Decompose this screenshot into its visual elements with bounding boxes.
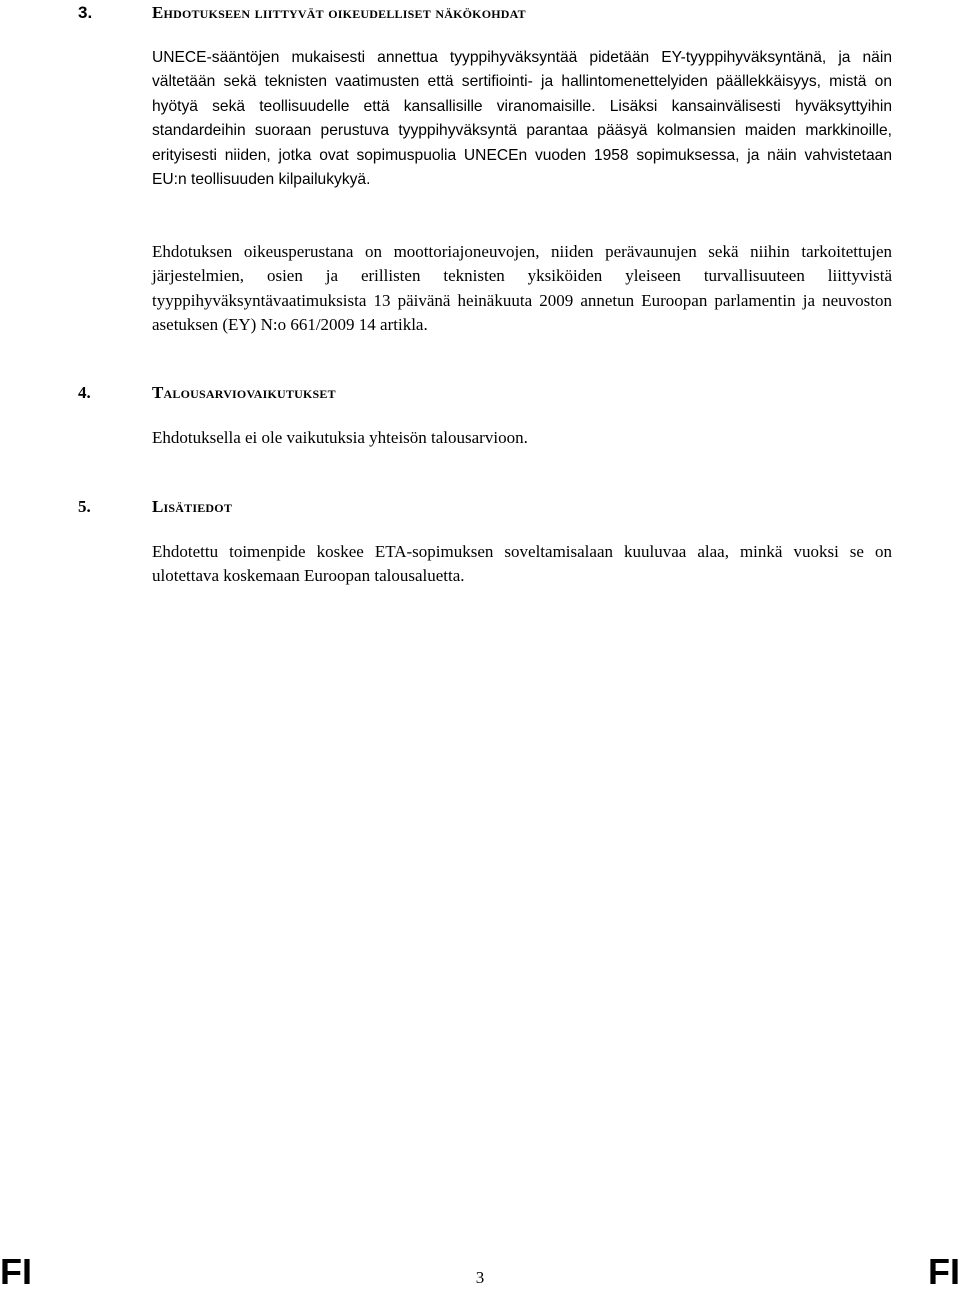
section-4-number: 4. — [78, 383, 91, 402]
footer-language-left: FI — [0, 1251, 32, 1292]
section-3-paragraph-1 — [152, 46, 892, 192]
footer-page-number: 3 — [475, 1268, 485, 1287]
section-5-paragraph-1: Ehdotettu toimenpide koskee ETA-sopimuksen soveltamisalaan kuuluvaa alaa, minkä vuoksi se on ulotettava koskemaan Euroopan talousaluetta. — [152, 542, 892, 586]
section-3-title: Ehdotukseen liittyvät oikeudelliset näkökohdat — [152, 3, 526, 22]
section-5-number: 5. — [78, 497, 91, 516]
section-4-paragraph-1: Ehdotuksella ei ole vaikutuksia yhteisön talousarvioon. — [152, 428, 528, 447]
section-3-number: 3. — [78, 3, 93, 22]
section-3-paragraph-2: Ehdotuksen oikeusperustana on moottoriajoneuvojen, niiden perävaunujen sekä niihin tarkoitettujen järjestelmien, osien ja erillisten teknisten yksiköiden yleiseen turvallisuuteen liittyvistä tyyppihyväksyntävaatimuksista 13 päivänä heinäkuuta 2009 annetun Euroopan parlamentin ja neuvoston asetuksen (EY) N:o 661/2009 14 artikla. — [152, 242, 892, 335]
section-3-paragraph-1-part-a: UNECE-sääntöjen mukaisesti annettua tyyppihyväksyntää pidetään EY-tyyppihyväksyntänä, ja näin vältetään sekä teknisten vaatimusten että sertifiointi- ja hallintomenettelyiden päällekkäisyys, mistä on hyötyä sekä teollisuudelle että kansallisille viranomaisille. — [152, 49, 892, 115]
section-4-title: Talousarviovaikutukset — [152, 383, 336, 402]
section-3-paragraph-1-part-b: Lisäksi kansainvälisesti hyväksyttyihin standardeihin suoraan perustuva tyyppihyväksyntä parantaa pääsyä kolmansien maiden markkinoille, erityisesti niiden, jotka ovat sopimuspuolia UNECEn vuoden 1958 sopimuksessa, ja näin vahvistetaan EU:n teollisuuden kilpailukykyä. — [152, 97, 893, 189]
footer-language-right: FI — [928, 1251, 960, 1292]
section-5-title: Lisätiedot — [152, 497, 233, 516]
